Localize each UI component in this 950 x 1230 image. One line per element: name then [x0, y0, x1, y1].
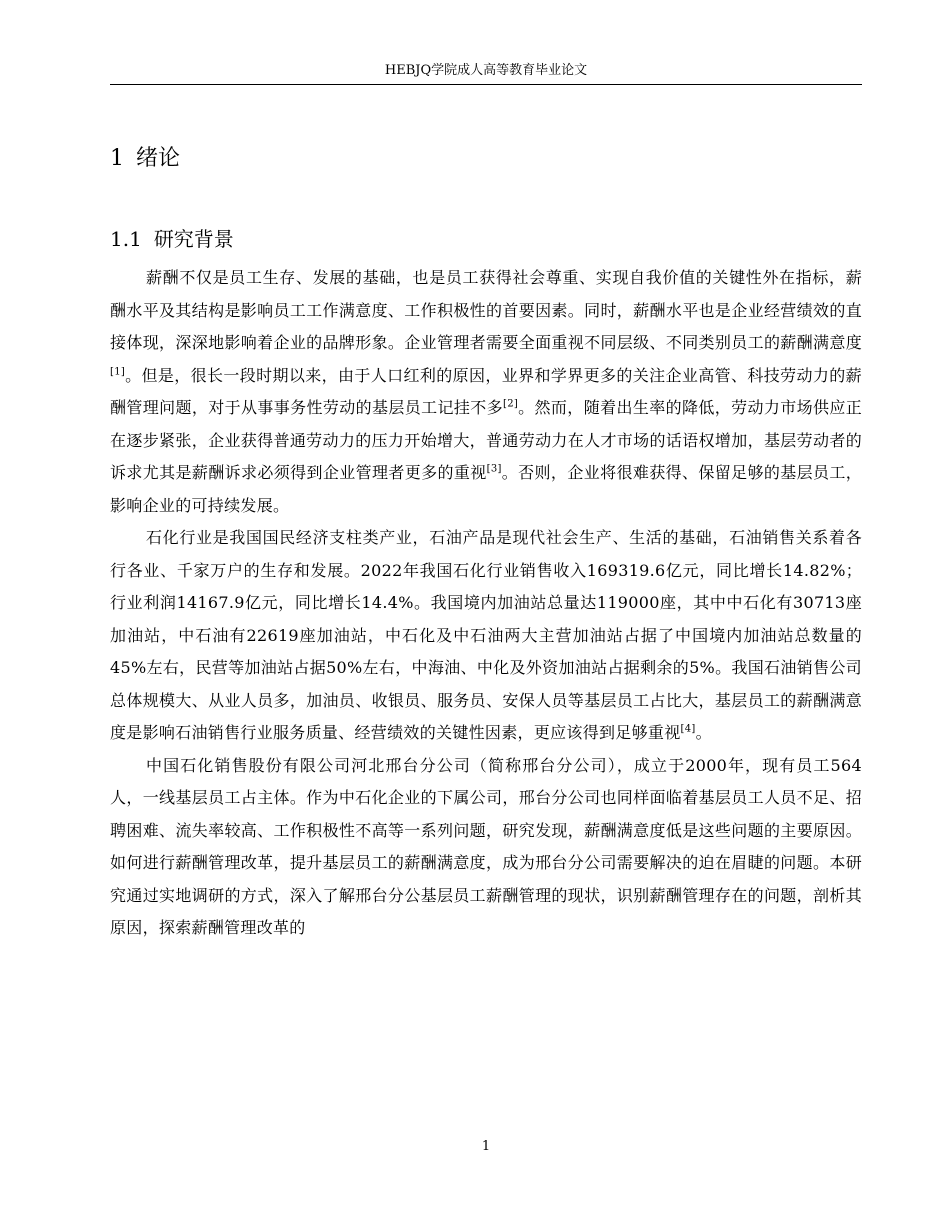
chapter-number: 1: [110, 146, 124, 171]
paragraph-3: [110, 750, 862, 945]
paragraph-text: 。: [695, 723, 712, 742]
chapter-title: [110, 144, 180, 174]
chapter-title-text: 绪论: [136, 146, 181, 171]
citation-2: [2]: [503, 398, 519, 410]
paragraph-text: 薪酬不仅是员工生存、发展的基础，也是员工获得社会尊重、实现自我价值的关键性外在指标，薪酬水平及其结构是影响员工工作满意度、工作积极性的首要因素。同时，薪酬水平也是企业经营绩效的直接体现，深深地影响着企业的品牌形象。企业管理者需要全面重视不同层级、不同类别员工的薪酬满意度: [110, 268, 862, 352]
section-title: [110, 224, 234, 254]
paragraph-text: 中国石化销售股份有限公司河北邢台分公司（简称邢台分公司），成立于2000年，现有员工564人，一线基层员工占主体。作为中石化企业的下属公司，邢台分公司也同样面临着基层员工人员不足、招聘困难、流失率较高、工作积极性不高等一系列问题，研究发现，薪酬满意度低是这些问题的主要原因。如何进行薪酬管理改革，提升基层员工的薪酬满意度，成为邢台分公司需要解决的迫在眉睫的问题。本研究通过实地调研的方式，深入了解邢台分公基层员工薪酬管理的现状，识别薪酬管理存在的问题，剖析其原因，探索薪酬管理改革的: [110, 755, 862, 937]
body-text: [110, 262, 862, 945]
paragraph-text: 石化行业是我国国民经济支柱类产业，石油产品是现代社会生产、生活的基础，石油销售关系着各行各业、千家万户的生存和发展。2022年我国石化行业销售收入169319.6亿元，同比增长14.82%；行业利润14167.9亿元，同比增长14.4%。我国境内加油站总量达119000座，其中中石化有30713座加油站，中石油有22619座加油站，中石化及中石油两大主营加油站占据了中国境内加油站总数量的45%左右，民营等加油站占据50%左右，中海油、中化及外资加油站占据剩余的5%。我国石油销售公司总体规模大、从业人员多，加油员、收银员、服务员、安保人员等基层员工占比大，基层员工的薪酬满意度是影响石油销售行业服务质量、经营绩效的关键性因素，更应该得到足够重视: [110, 528, 862, 742]
citation-1: [1]: [110, 366, 126, 378]
running-header: HEBJQ学院成人高等教育毕业论文: [384, 63, 588, 78]
paragraph-text: 。否则，企业将很难获得、保留足够的基层员工，影响企业的可持续发展。: [110, 463, 863, 515]
citation-3: [3]: [486, 463, 502, 475]
paragraph-text: 。但是，很长一段时期以来，由于人口红利的原因，业界和学界更多的关注企业高管、科技劳动力的薪酬管理问题，对于从事事务性劳动的基层员工记挂不多: [110, 365, 862, 417]
section-title-text: 研究背景: [153, 227, 234, 251]
citation-4: [4]: [680, 723, 696, 735]
paragraph-1: [110, 262, 862, 522]
header-divider: [110, 84, 862, 85]
paragraph-2: [110, 522, 862, 750]
section-number: 1.1: [110, 227, 142, 251]
page-number: 1: [481, 1139, 491, 1154]
paragraph-text: 。然而，随着出生率的降低，劳动力市场供应正在逐步紧张，企业获得普通劳动力的压力开始增大，普通劳动力在人才市场的话语权增加，基层劳动者的诉求尤其是薪酬诉求必须得到企业管理者更多的重视: [110, 398, 862, 482]
